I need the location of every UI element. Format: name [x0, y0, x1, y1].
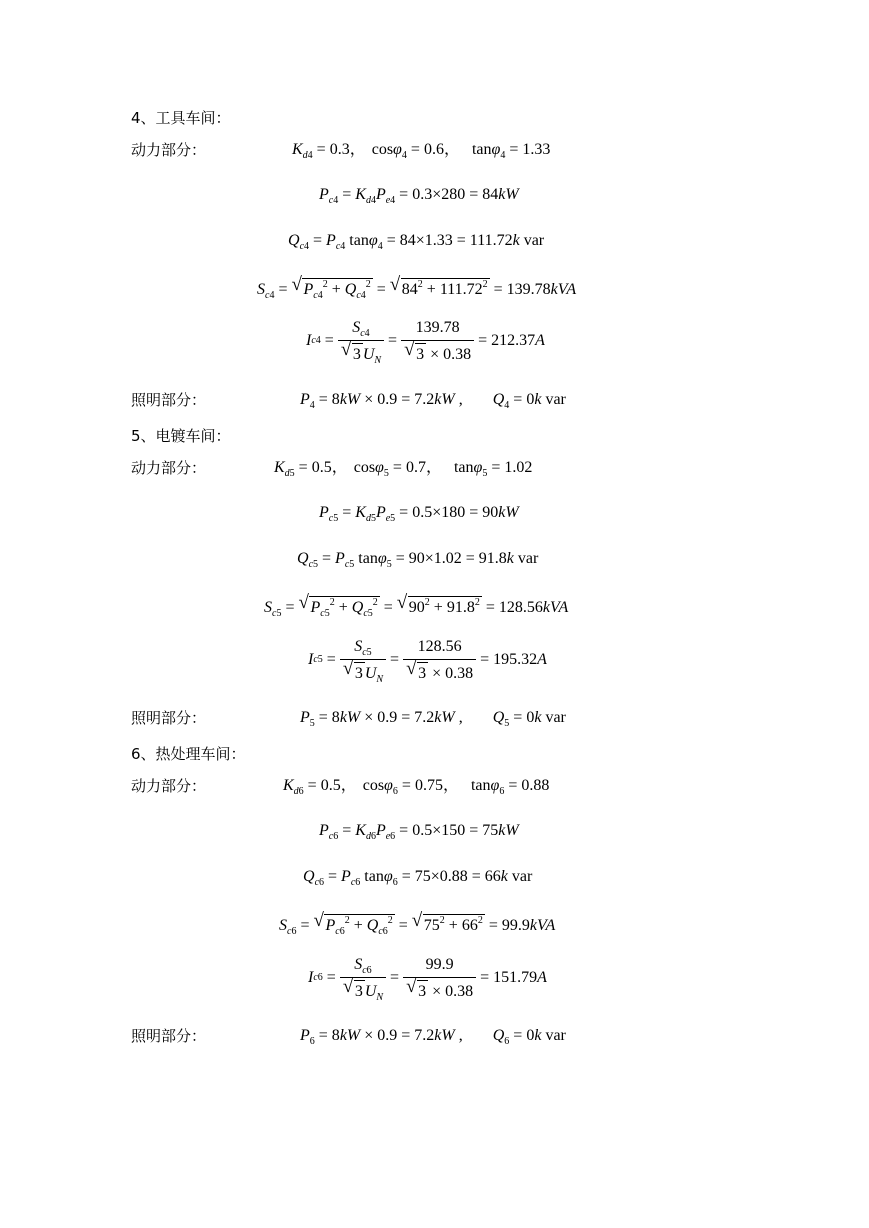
reactive-power-equation: $Q_{c5} = P_{c5}$ tanφ$_5$ = 90×1.02 = 91.8k var [297, 550, 539, 570]
lighting-part-label: 照明部分： [131, 709, 207, 727]
demand-coefficient-equation: $K_{d5} = 0.5$， cosφ$_5$ = 0.7， tanφ$_5$ = 1.02 [274, 459, 533, 479]
lighting-equation: $P_5 = 8kW \times 0.9 = 7.2kW$ , $Q_5 = 0k$ var [300, 709, 566, 729]
lighting-part-label: 照明部分： [131, 391, 207, 409]
current-equation: I c5 = $S_{c5}$ √ 3 $U_N$ = 128.56 √ 3 × 0.38 = 195.32 A [308, 637, 547, 685]
power-part-label: 动力部分： [131, 141, 207, 159]
current-equation: I c6 = $S_{c6}$ √ 3 $U_N$ = 99.9 √ 3 × 0.38 = 151.79 A [308, 955, 547, 1003]
demand-coefficient-equation: $K_{d6} = 0.5$， cosφ$_6$ = 0.75， tanφ$_6$ = 0.88 [283, 777, 550, 797]
section-heading: 6、热处理车间： [131, 745, 246, 763]
active-power-equation: $P_{c5} = K_{d5}P_{e5} = 0.5\times 180 = 90kW$ [319, 504, 519, 524]
apparent-power-equation: $S_{c6}$ = √ $P_{c6}^2 + Q_{c6}^2$ = √ $75^2 + 66^2 = 99.9kVA$ [279, 910, 556, 937]
power-part-label: 动力部分： [131, 777, 207, 795]
lighting-part-label: 照明部分： [131, 1027, 207, 1045]
demand-coefficient-equation: $K_{d4} = 0.3$， cosφ$_4$ = 0.6， tanφ$_4$ = 1.33 [292, 141, 551, 161]
power-part-label: 动力部分： [131, 459, 207, 477]
reactive-power-equation: $Q_{c4} = P_{c4}$ tanφ$_4$ = 84×1.33 = 111.72k var [288, 232, 545, 252]
active-power-equation: $P_{c4} = K_{d4}P_{e4} = 0.3\times 280 = 84kW$ [319, 186, 519, 206]
apparent-power-equation: $S_{c5}$ = √ $P_{c5}^2 + Q_{c5}^2$ = √ $90^2 + 91.8^2 = 128.56kVA$ [264, 592, 569, 619]
section-heading: 4、工具车间： [131, 109, 231, 127]
reactive-power-equation: $Q_{c6} = P_{c6}$ tanφ$_6$ = 75×0.88 = 66k var [303, 868, 533, 888]
active-power-equation: $P_{c6} = K_{d6}P_{e6} = 0.5\times 150 = 75kW$ [319, 822, 519, 842]
lighting-equation: $P_4 = 8kW \times 0.9 = 7.2kW$ , $Q_4 = 0k$ var [300, 391, 566, 411]
lighting-equation: $P_6 = 8kW \times 0.9 = 7.2kW$ , $Q_6 = 0k$ var [300, 1027, 566, 1047]
current-equation: I c4 = $S_{c4}$ √ 3 $U_N$ = 139.78 √ 3 × 0.38 = 212.37 A [306, 318, 545, 366]
section-heading: 5、电镀车间： [131, 427, 231, 445]
apparent-power-equation: $S_{c4}$ = √ $P_{c4}^2 + Q_{c4}^2$ = √ $84^2 + 111.72^2 = 139.78kVA$ [257, 274, 577, 301]
